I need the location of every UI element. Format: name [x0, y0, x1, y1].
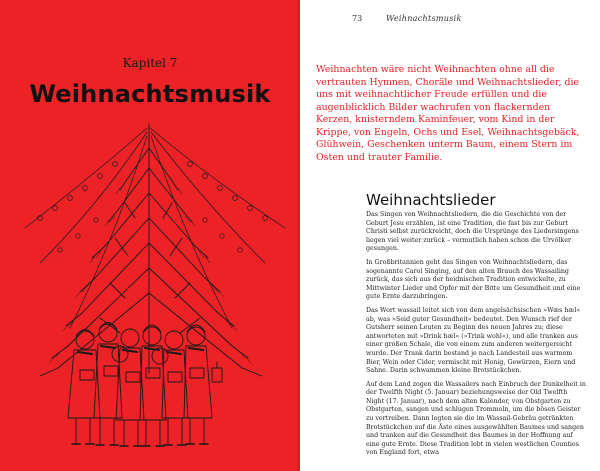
section-title: Weihnachtslieder — [366, 191, 496, 209]
chapter-title: Weihnachtsmusik — [29, 80, 271, 108]
christmas-tree-carolers-illustration — [0, 118, 300, 471]
body-paragraph: Das Singen von Weihnachtsliedern, die die Geschichte von der Geburt Jesu erzählen, ist eine Tradition, die fast bis zur Geburt Christi selbst zurückreicht, doch die Ursprünge des Liedersingens liegen viel weiter zurück – vermutlich haben schon die Urvölker gesungen. — [366, 211, 579, 253]
body-paragraph: Das Wort wassail leitet sich von dem angelsächsischen »Wæs hæl« ab, was »Seid guter Gesundheit« bedeutet. Den Wunsch rief der Gutsherr seinen Leuten zu Beginn des neuen Jahres zu; diese antworteten mit »Drink hæl« (»Trink wohl«), und alle tranken aus einer großen Schale, die von einem zum anderen weitergereicht wurde. Der Trank darin bestand je nach Landesteil aus warmem Bier, Wein oder Cider, vermischt mit Honig, Gewürzen, Eiern und Sahne. Darin schwammen kleine Brotstückchen. — [366, 306, 581, 375]
running-title: Weihnachtsmusik — [386, 14, 462, 23]
tree-needles — [49, 184, 251, 363]
tree-branches — [40, 124, 262, 376]
body-paragraph: In Großbritannien geht das Singen von Weihnachtsliedern, das sogenannte Carol Singing, auf den alten Brauch des Wassailing zurück, das sich aus der heidnischen Tradition entwickelte, zu Mittwinter Lieder und Opfer mit der Bitte um Gesundheit und eine gute Ernte darzubringen. — [366, 258, 581, 301]
chapter-label: Kapitel 7 — [122, 56, 178, 70]
running-head — [352, 14, 572, 23]
body-paragraph: Auf dem Land zogen die Wassailers nach Einbruch der Dunkelheit in der Twelfth Night (5. Januar) beziehungsweise der Old Twelfth Night (17. Januar), nach dem alten Kalender, von Obstgarten zu Obstgarten, sangen und schlugen Trommeln, um die bösen Geister zu vertreiben. Dann legten sie die im Wassail-Gebräu getränkten Brotstückchen auf die Äste eines ausgewählten Baumes und sangen und tranken auf die Gesundheit des Baumes in der Hoffnung auf eine gute Ernte. Diese Tradition lebt in vielen westlichen Counties von England fort, etwa — [366, 380, 586, 457]
garland-bulbs — [38, 162, 268, 253]
page-number: 73 — [352, 14, 363, 23]
chapter-intro-text: Weihnachten wäre nicht Weihnachten ohne all die vertrauten Hymnen, Choräle und Weihnachtslieder, die uns mit weihnachtlicher Freude erfüllen und die augenblicklich Bilder wachrufen von flackernden Kerzen, knisterndem Kaminfeuer, vom Kind in der Krippe, von Engeln, Ochs und Esel, Weihnachtsgebäck, Glühwein, Geschenken unterm Baum, einem Stern im Osten und trauter Familie. — [316, 64, 580, 163]
body-text — [366, 211, 586, 463]
